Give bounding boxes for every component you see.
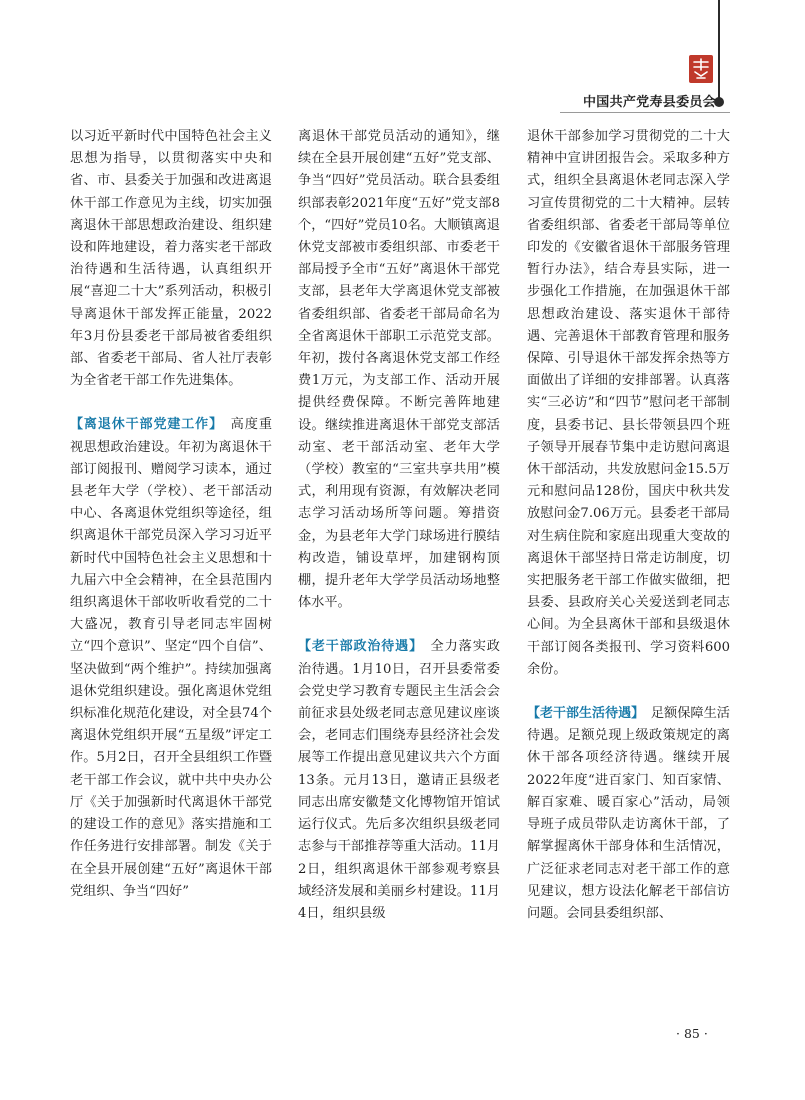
paragraph-party-building-cont: 离退休干部党员活动的通知》，继续在全县开展创建“五好”党支部、争当“四好”党员活动。联合县委组织部表彰2021年度“五好”党支部8个，“四好”党员10名。大顺镇离退休党支部被市委组织部、市委老干部局授予全市“五好”离退休干部党支部，县老年大学离退休党支部被省委组织部、省委老干部局命名为全省离退休干部职工示范党支部。年初，拨付各离退休党支部工作经费1万元，为支部工作、活动开展提供经费保障。不断完善阵地建设。继续推进离退休干部党支部活动室、老干部活动室、老年大学（学校）教室的“三室共享共用”模式，利用现有资源，有效解决老同志学习活动场所等问题。筹措资金，为县老年大学门球场进行膜结构改造，铺设草坪，加建钢构顶棚，提升老年大学学员活动场地整体水平。 bbox=[298, 129, 500, 611]
text-column-1 bbox=[70, 126, 272, 1076]
paragraph-political-treatment-cont: 退休干部参加学习贯彻党的二十大精神中宣讲团报告会。采取多种方式，组织全县离退休老同志深入学习宣传贯彻党的二十大精神。层转省委组织部、省委老干部局等单位印发的《安徽省退休干部服务管理暂行办法》，结合寿县实际，进一步强化工作措施，在加强退休干部思想政治建设、落实退休干部待遇、完善退休干部教育管理和服务保障、引导退休干部发挥余热等方面做出了详细的安排部署。认真落实“三必访”和“四节”慰问老干部制度，县委书记、县长带领县四个班子领导开展春节集中走访慰问离退休干部活动，共发放慰问金15.5万元和慰问品128份，国庆中秋共发放慰问金7.06万元。县委老干部局对生病住院和家庭出现重大变故的离退休干部坚持日常走访制度，切实把服务老干部工作做实做细，把县委、县政府关心关爱送到老同志心间。为全县离休干部和县级退休干部订阅各类报刊、学习资料600余份。 bbox=[527, 129, 730, 677]
section-body-living-treatment: 足额保障生活待遇。足额兑现上级政策规定的离休干部各项经济待遇。继续开展2022年度“进百家门、知百家情、解百家难、暖百家心”活动，局领导班子成员带队走访离休干部，了解掌握离休干部身体和生活情况，广泛征求老同志对老干部工作的意见建议，想方设法化解老干部信访问题。会同县委组织部、 bbox=[527, 706, 730, 921]
section-heading-living-treatment: 【老干部生活待遇】 bbox=[527, 706, 638, 722]
paragraph-intro: 以习近平新时代中国特色社会主义思想为指导，以贯彻落实中央和省、市、县委关于加强和改进离退休干部工作意见为主线，切实加强离退休干部思想政治建设、组织建设和阵地建设，着力落实老干部政治待遇和生活待遇，认真组织开展“喜迎二十大”系列活动，积极引导离退休干部发挥正能量，2022年3月份县委老干部局被省委组织部、省委老干部局、省人社厅表彰为全省老干部工作先进集体。 bbox=[70, 129, 272, 389]
section-body-party-building: 高度重视思想政治建设。年初为离退休干部订阅报刊、赠阅学习读本，通过县老年大学（学校）、老干部活动中心、各离退休党组织等途径，组织离退休干部党员深入学习习近平新时代中国特色社会主义思想和十九届六中全会精神，在全县范围内组织离退休干部收听收看党的二十大盛况，教育引导老同志牢固树立“四个意识”、坚定“四个自信”、坚决做到“两个维护”。持续加强离退休党组织建设。强化离退休党组织标准化规范化建设，对全县74个离退休党组织开展“五星级”评定工作。5月2日，召开全县组织工作暨老干部工作会议，就中共中央办公厅《关于加强新时代离退休干部党的建设工作的意见》落实措施和工作任务进行安排部署。制发《关于在全县开展创建“五好”离退休干部党组织、争当“四好” bbox=[70, 417, 272, 899]
header-vertical-rule bbox=[718, 0, 720, 100]
paragraph-living-treatment bbox=[527, 703, 730, 925]
text-column-3 bbox=[527, 126, 730, 1076]
paragraph-party-building bbox=[70, 414, 272, 902]
header-underline bbox=[560, 112, 730, 113]
text-column-2 bbox=[298, 126, 500, 1076]
section-heading-political-treatment: 【老干部政治待遇】 bbox=[298, 639, 417, 655]
yearbook-logo-icon bbox=[688, 54, 714, 84]
paragraph-political-treatment bbox=[298, 636, 500, 925]
section-body-political-treatment: 全力落实政治待遇。1月10日，召开县委常委会党史学习教育专题民主生活会会前征求县处级老同志意见建议座谈会，老同志们围绕寿县经济社会发展等工作提出意见建议共六个方面13条。元月13日，邀请正县级老同志出席安徽楚文化博物馆开馆试运行仪式。先后多次组织县级老同志参与干部推荐等重大活动。11月2日，组织离退休干部参观考察县域经济发展和美丽乡村建设。11月4日，组织县级 bbox=[298, 639, 500, 921]
page-number: · 85 · bbox=[676, 1026, 708, 1041]
section-heading-party-building: 【离退休干部党建工作】 bbox=[70, 417, 217, 433]
header-title: 中国共产党寿县委员会 bbox=[582, 95, 716, 110]
